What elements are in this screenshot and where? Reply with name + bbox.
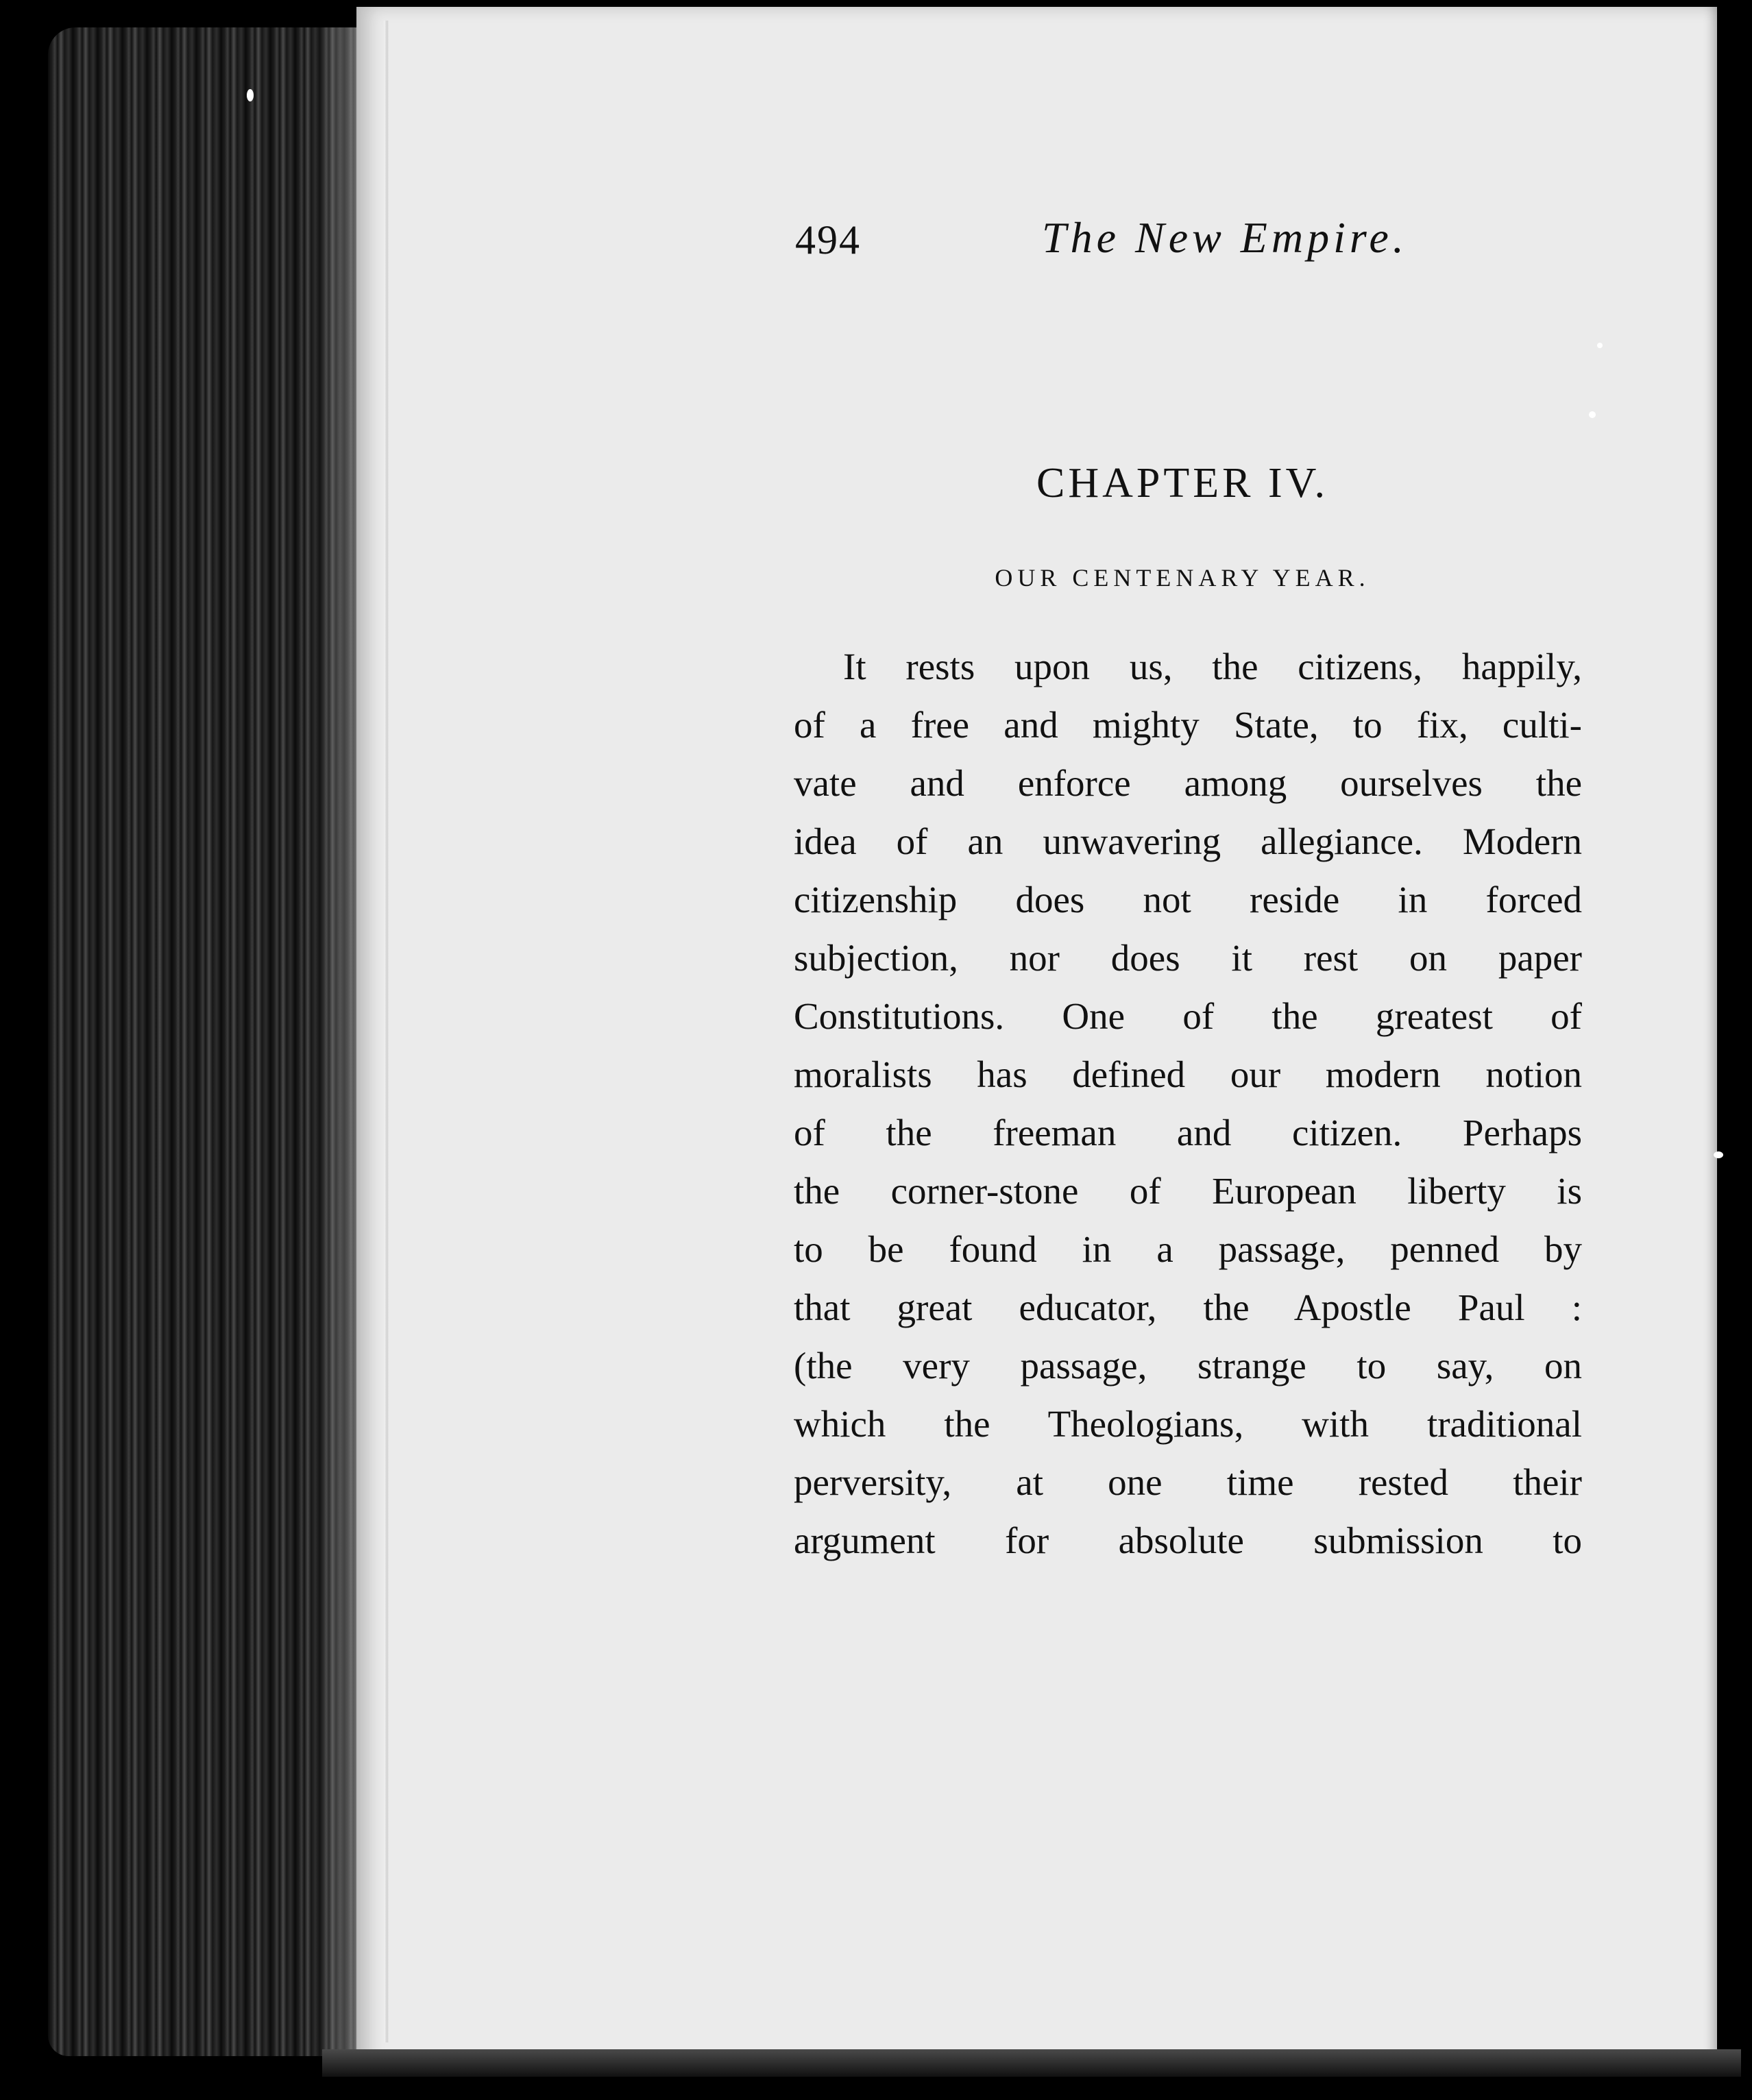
body-text	[794, 637, 1582, 1570]
text-line: subjection, nor does it rest on paper	[794, 937, 1582, 979]
scan-speck	[247, 89, 254, 101]
text-line: (the very passage, strange to say, on	[794, 1345, 1582, 1387]
chapter-title: CHAPTER IV.	[1036, 460, 1328, 506]
chapter-subtitle: OUR CENTENARY YEAR.	[995, 564, 1370, 591]
text-line: to be found in a passage, penned by	[794, 1228, 1582, 1270]
running-title: The New Empire.	[1042, 213, 1408, 262]
book-bottom-edge	[322, 2049, 1741, 2077]
scan-speck	[1714, 1151, 1723, 1158]
text-line: moralists has defined our modern notion	[794, 1053, 1582, 1095]
text-line: that great educator, the Apostle Paul :	[794, 1286, 1582, 1328]
text-line: citizenship does not reside in forced	[794, 879, 1582, 920]
text-line: of a free and mighty State, to fix, culti-	[794, 704, 1582, 746]
text-line: It rests upon us, the citizens, happily,	[843, 646, 1582, 687]
page-number: 494	[795, 217, 861, 262]
scan-speck	[1597, 343, 1603, 348]
text-line: argument for absolute submission to	[794, 1519, 1582, 1561]
book-fore-edge	[48, 27, 370, 2056]
running-head	[795, 206, 1412, 274]
text-line: Constitutions. One of the greatest of	[794, 995, 1582, 1037]
text-line: idea of an unwavering allegiance. Modern	[794, 820, 1582, 862]
text-line: which the Theologians, with traditional	[794, 1403, 1582, 1445]
text-line: perversity, at one time rested their	[794, 1461, 1582, 1503]
page-edge-highlight	[384, 21, 389, 2042]
text-line: of the freeman and citizen. Perhaps	[794, 1112, 1582, 1153]
scan-speck	[1589, 411, 1596, 418]
text-line: vate and enforce among ourselves the	[794, 762, 1582, 804]
text-line: the corner-stone of European liberty is	[794, 1170, 1582, 1212]
